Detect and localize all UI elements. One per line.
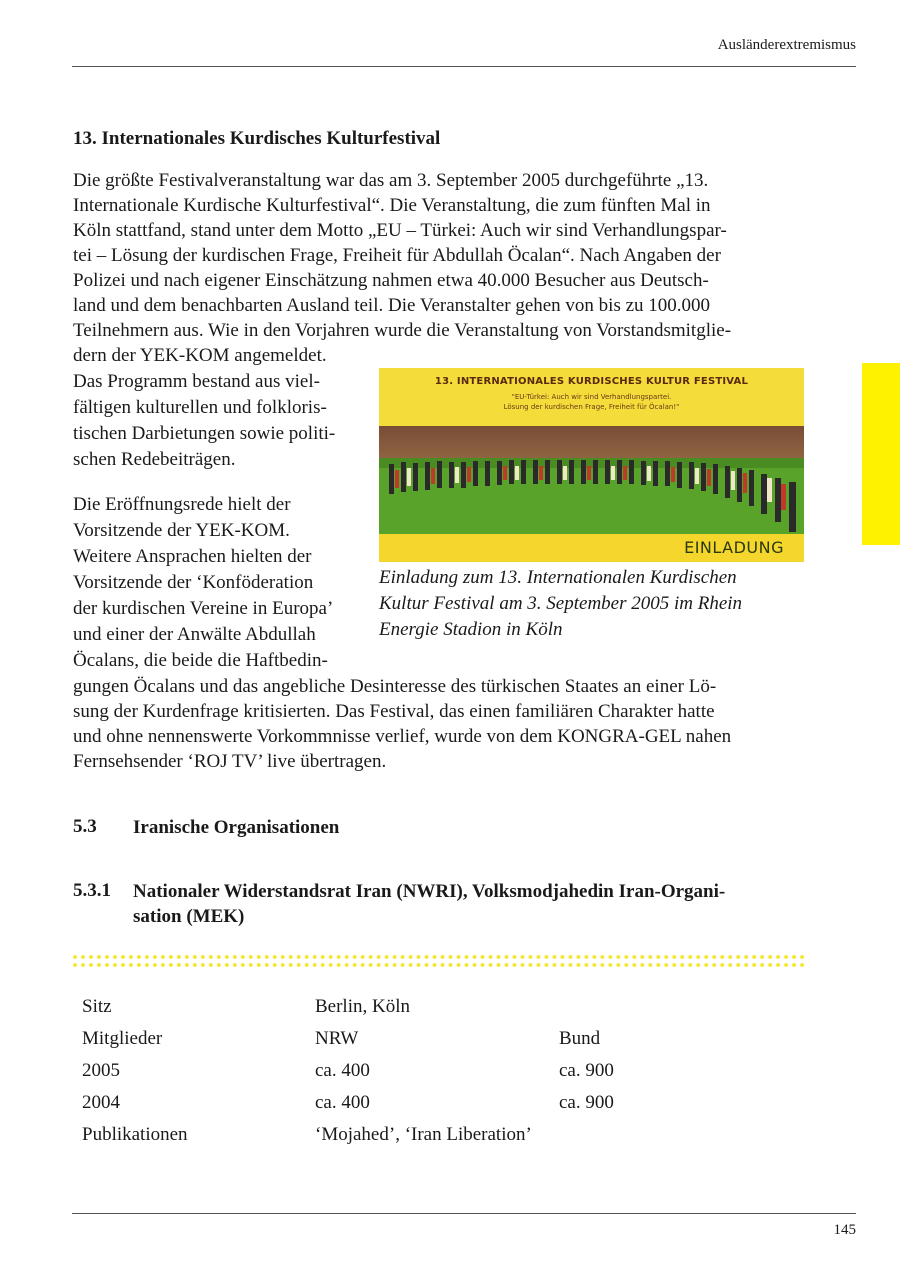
flyer-banner	[379, 368, 804, 426]
text-line: Vorsitzende der ‘Konföderation	[73, 572, 314, 593]
table-value: ‘Mojahed’, ‘Iran Liberation’	[315, 1124, 532, 1145]
table-value: ca. 400	[315, 1060, 370, 1081]
text-line: schen Redebeiträgen.	[73, 449, 236, 470]
text-line: Das Programm bestand aus viel-	[73, 371, 320, 392]
text-line: und ohne nennenswerte Vorkommnisse verlief, wurde von dem KONGRA-GEL nahen	[73, 726, 732, 747]
table-label: Publikationen	[82, 1124, 188, 1145]
table-label: Mitglieder	[82, 1028, 163, 1049]
text-line: Vorsitzende der YEK-KOM.	[73, 520, 290, 541]
flyer-footer-band	[379, 534, 804, 562]
dancers-photo	[379, 426, 804, 546]
chapter-side-tab	[862, 363, 900, 545]
dotted-separator	[73, 955, 805, 967]
subsection-title-line: Nationaler Widerstandsrat Iran (NWRI), Volksmodjahedin Iran-Organi-	[133, 881, 726, 902]
section-number: 5.3	[73, 816, 97, 837]
caption-line: Einladung zum 13. Internationalen Kurdischen	[379, 567, 737, 588]
flyer-subtitle: "EU-Türkei: Auch wir sind Verhandlungspartei.	[511, 393, 672, 401]
page-number: 145	[833, 1222, 856, 1238]
flyer-subtitle: Lösung der kurdischen Frage, Freiheit für Öcalan!"	[503, 403, 680, 411]
flyer-title: 13. INTERNATIONALES KURDISCHES KULTUR FESTIVAL	[434, 376, 749, 387]
header-rule	[72, 66, 856, 67]
running-head: Ausländerextremismus	[717, 37, 856, 53]
text-line: fältigen kulturellen und folkloris-	[73, 397, 327, 418]
text-line: Die Eröffnungsrede hielt der	[73, 494, 291, 515]
table-value: ca. 900	[559, 1092, 614, 1113]
text-line: Die größte Festivalveranstaltung war das am 3. September 2005 durchgeführte „13.	[73, 170, 709, 191]
text-line: Köln stattfand, stand unter dem Motto „EU – Türkei: Auch wir sind Verhandlungspar-	[73, 220, 727, 241]
text-line: dern der YEK-KOM angemeldet.	[73, 345, 327, 366]
text-line: Polizei und nach eigener Einschätzung nahmen etwa 40.000 Besucher aus Deutsch-	[73, 270, 709, 291]
festival-heading: 13. Internationales Kurdisches Kulturfestival	[73, 128, 441, 149]
text-line: land und dem benachbarten Ausland teil. Die Veranstalter gehen von bis zu 100.000	[73, 295, 711, 316]
subsection-title-line: sation (MEK)	[133, 906, 245, 927]
text-line: gungen Öcalans und das angebliche Desinteresse des türkischen Staates an einer Lö-	[73, 676, 717, 697]
subsection-number: 5.3.1	[73, 880, 111, 901]
text-line: Weitere Ansprachen hielten der	[73, 546, 312, 567]
table-column-header: NRW	[315, 1028, 359, 1049]
table-column-header: Bund	[559, 1028, 601, 1049]
text-line: der kurdischen Vereine in Europa’	[73, 598, 334, 619]
text-line: tischen Darbietungen sowie politi-	[73, 423, 336, 444]
text-line: sung der Kurdenfrage kritisierten. Das Festival, das einen familiären Charakter hatte	[73, 701, 715, 722]
table-label: Sitz	[82, 996, 112, 1017]
section-title: Iranische Organisationen	[133, 817, 340, 838]
text-line: Internationale Kurdische Kulturfestival“. Die Veranstaltung, die zum fünften Mal in	[73, 195, 711, 216]
table-value: ca. 900	[559, 1060, 614, 1081]
text-line: und einer der Anwälte Abdullah	[73, 624, 316, 645]
caption-line: Kultur Festival am 3. September 2005 im Rhein	[379, 593, 743, 614]
table-label: 2004	[82, 1092, 120, 1113]
festival-flyer-image	[379, 368, 804, 562]
table-value: Berlin, Köln	[315, 996, 410, 1017]
text-line: tei – Lösung der kurdischen Frage, Freiheit für Abdullah Öcalan“. Nach Angaben der	[73, 245, 721, 266]
text-line: Öcalans, die beide die Haftbedin-	[73, 650, 328, 671]
table-value: ca. 400	[315, 1092, 370, 1113]
text-line: Teilnehmern aus. Wie in den Vorjahren wurde die Veranstaltung von Vorstandsmitglie-	[73, 320, 732, 341]
flyer-einladung-label: EINLADUNG	[684, 538, 784, 557]
caption-line: Energie Stadion in Köln	[379, 619, 563, 640]
text-line: Fernsehsender ‘ROJ TV’ live übertragen.	[73, 751, 387, 772]
footer-rule	[72, 1213, 856, 1214]
table-label: 2005	[82, 1060, 120, 1081]
